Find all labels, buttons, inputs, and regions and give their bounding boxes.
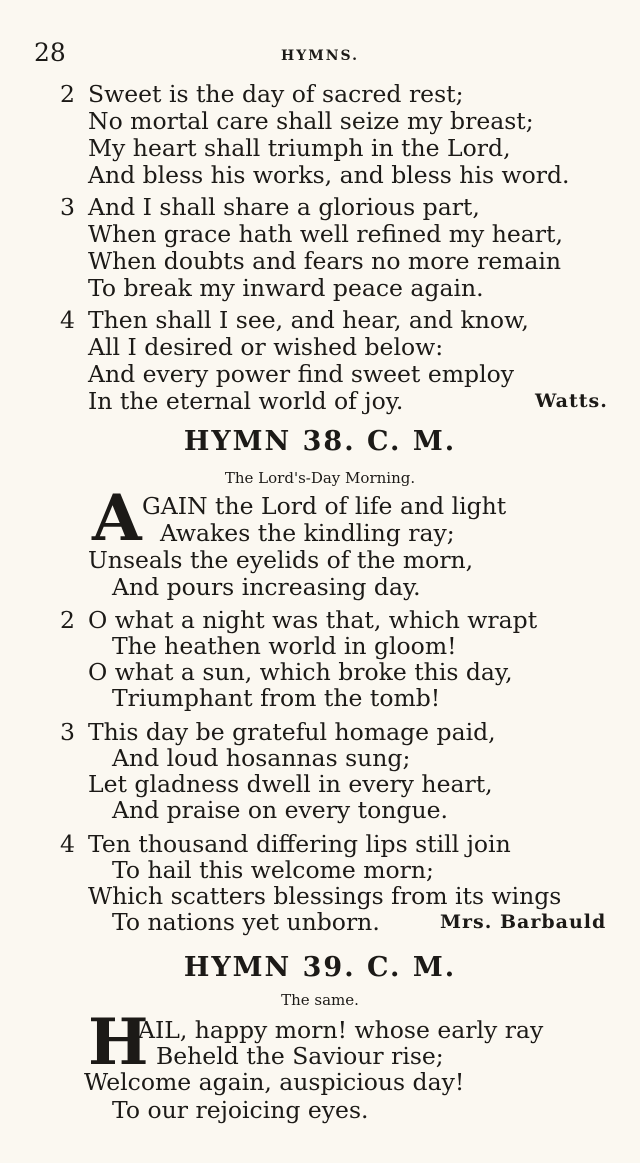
- verse-line: To nations yet unborn.: [112, 908, 380, 936]
- verse-line: O what a night was that, which wrapt: [88, 606, 538, 634]
- verse-line: Welcome again, auspicious day!: [84, 1068, 465, 1096]
- verse-number: 4: [60, 830, 75, 858]
- verse-line: Ten thousand differing lips still join: [88, 830, 511, 858]
- verse-line: Let gladness dwell in every heart,: [88, 770, 493, 798]
- drop-cap: A: [92, 481, 142, 556]
- verse-line: Awakes the kindling ray;: [160, 519, 455, 547]
- verse-line: My heart shall triumph in the Lord,: [88, 134, 511, 162]
- hymn-subtitle: The same.: [281, 991, 359, 1009]
- verse-line: Unseals the eyelids of the morn,: [88, 546, 474, 574]
- verse-line: To break my inward peace again.: [88, 274, 484, 302]
- verse-number: 2: [60, 80, 75, 108]
- running-title: HYMNS.: [280, 48, 359, 64]
- verse-line: When doubts and fears no more remain: [88, 247, 562, 275]
- verse-line: The heathen world in gloom!: [112, 632, 457, 660]
- verse-line: And pours increasing day.: [112, 573, 421, 601]
- verse-number: 3: [60, 193, 75, 221]
- verse-line: And praise on every tongue.: [112, 796, 448, 824]
- verse-line: Triumphant from the tomb!: [112, 684, 441, 712]
- verse-line: Beheld the Saviour rise;: [156, 1042, 444, 1070]
- hymn-subtitle: The Lord's-Day Morning.: [224, 469, 416, 487]
- verse-number: 2: [60, 606, 75, 634]
- verse-line: AIL, happy morn! whose early ray: [138, 1016, 544, 1044]
- verse-line: Which scatters blessings from its wings: [88, 882, 562, 910]
- verse-line: To our rejoicing eyes.: [112, 1096, 369, 1124]
- verse-line: To hail this welcome morn;: [112, 856, 434, 884]
- drop-cap: H: [88, 1005, 149, 1080]
- hymn-title: HYMN 38. C. M.: [183, 426, 457, 457]
- author-attribution: Mrs. Barbauld: [440, 911, 607, 933]
- verse-line: And every power find sweet employ: [88, 360, 515, 388]
- verse-line: Sweet is the day of sacred rest;: [88, 80, 464, 108]
- verse-line: All I desired or wished below:: [88, 333, 444, 361]
- verse-line: In the eternal world of joy.: [88, 387, 404, 415]
- verse-line: Then shall I see, and hear, and know,: [88, 306, 529, 334]
- verse-number: 3: [60, 718, 75, 746]
- verse-line: This day be grateful homage paid,: [88, 718, 496, 746]
- verse-line: O what a sun, which broke this day,: [88, 658, 513, 686]
- verse-line: And I shall share a glorious part,: [88, 193, 480, 221]
- verse-number: 4: [60, 306, 75, 334]
- verse-line: When grace hath well refined my heart,: [88, 220, 563, 248]
- author-attribution: Watts.: [535, 390, 608, 412]
- verse-line: And bless his works, and bless his word.: [88, 161, 570, 189]
- verse-line: GAIN the Lord of life and light: [142, 492, 507, 520]
- verse-line: No mortal care shall seize my breast;: [88, 107, 534, 135]
- verse-line: And loud hosannas sung;: [112, 744, 411, 772]
- hymn-title: HYMN 39. C. M.: [183, 952, 457, 983]
- page-number: 28: [34, 38, 66, 67]
- page-header: [0, 36, 640, 70]
